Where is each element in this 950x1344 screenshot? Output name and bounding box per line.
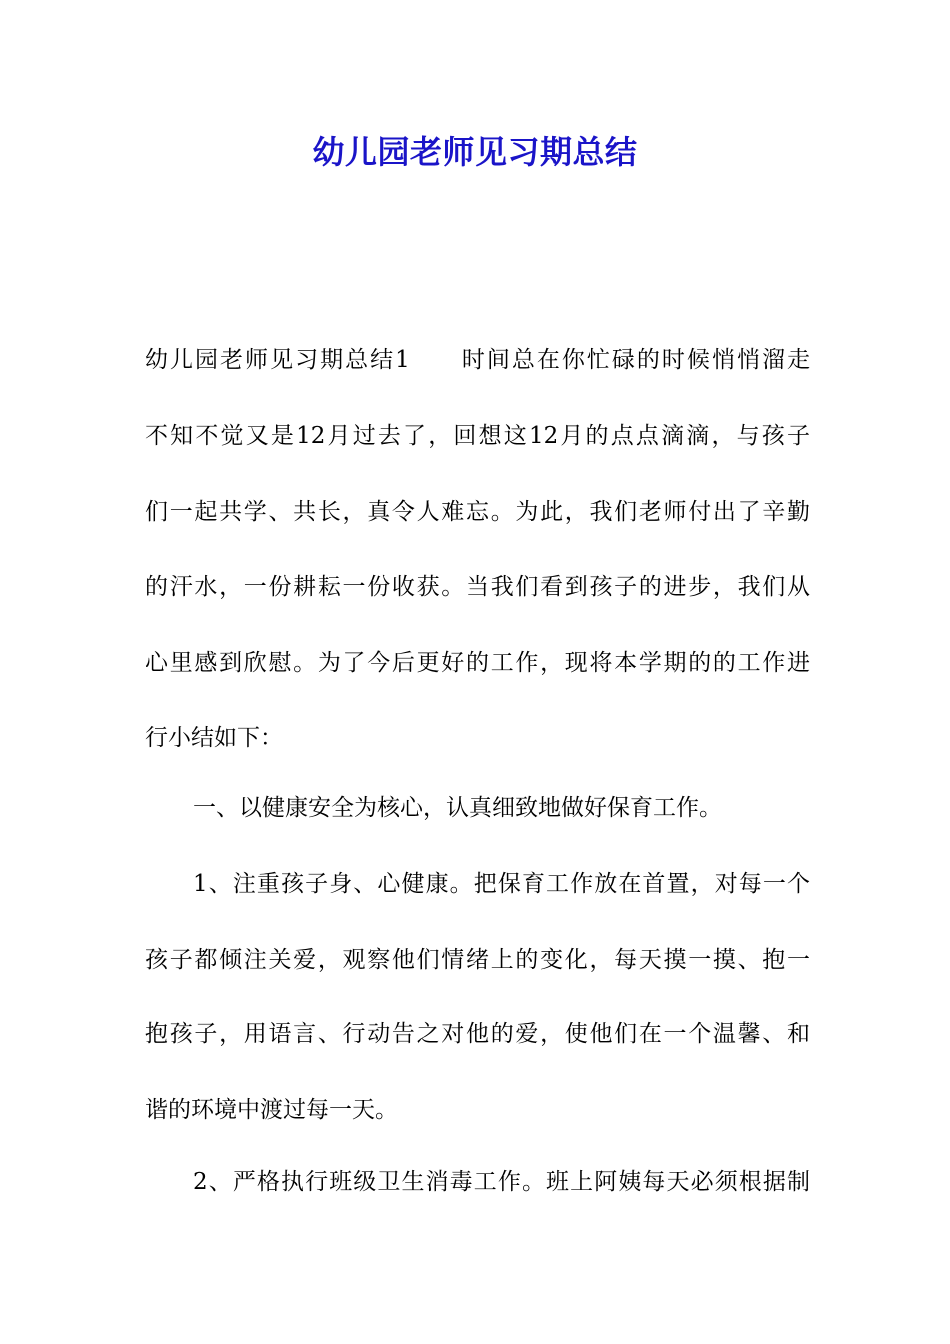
section-heading: 一、以健康安全为核心，认真细致地做好保育工作。 <box>193 795 722 821</box>
paragraph-line: 2、严格执行班级卫生消毒工作。班上阿姨每天必须根据制 <box>193 1169 810 1195</box>
paragraph-line: 心里感到欣慰。为了今后更好的工作，现将本学期的的工作进 <box>145 650 810 676</box>
paragraph-line: 抱孩子，用语言、行动告之对他的爱，使他们在一个温馨、和 <box>145 1021 810 1047</box>
paragraph-line: 不知不觉又是12月过去了，回想这12月的点点滴滴，与孩子 <box>145 423 810 449</box>
paragraph-line: 1、注重孩子身、心健康。把保育工作放在首置，对每一个 <box>193 871 810 897</box>
paragraph-line: 们一起共学、共长，真令人难忘。为此，我们老师付出了辛勤 <box>145 499 810 525</box>
document-title: 幼儿园老师见习期总结 <box>312 133 638 171</box>
paragraph-line: 的汗水，一份耕耘一份收获。当我们看到孩子的进步，我们从 <box>145 574 810 600</box>
paragraph-line: 谐的环境中渡过每一天。 <box>145 1097 398 1123</box>
paragraph-line: 孩子都倾注关爱，观察他们情绪上的变化，每天摸一摸、抱一 <box>145 947 810 973</box>
paragraph-line: 行小结如下： <box>145 725 283 751</box>
paragraph-line: 幼儿园老师见习期总结1 时间总在你忙碌的时候悄悄溜走 <box>145 347 810 373</box>
